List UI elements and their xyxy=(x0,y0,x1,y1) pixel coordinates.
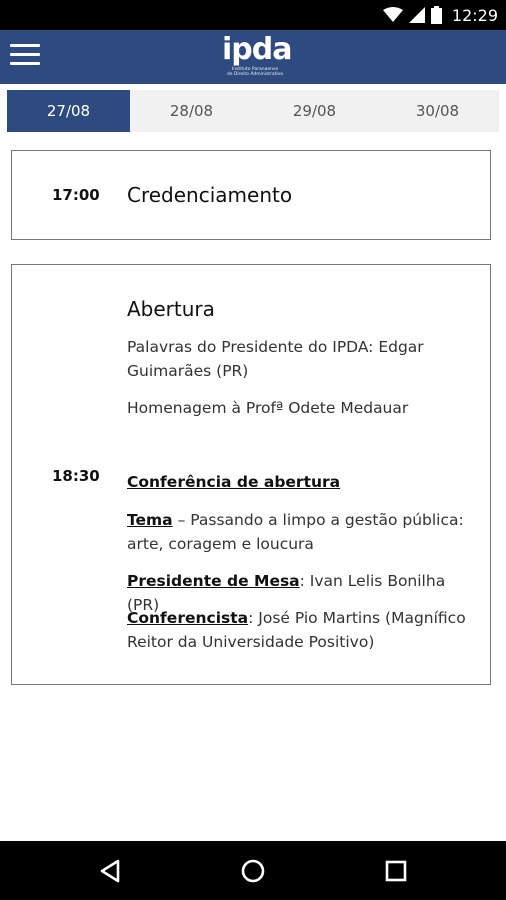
app-bar xyxy=(0,30,506,84)
tema-text: – Passando a limpo a gestão pública: xyxy=(172,511,464,529)
tema-line-continued: arte, coragem e loucura xyxy=(127,535,314,553)
tab-28-08[interactable]: 28/08 xyxy=(169,102,214,120)
tema-label: Tema xyxy=(127,511,173,529)
session-time: 17:00 xyxy=(52,186,100,204)
navigation-bar xyxy=(0,841,506,900)
recents-icon[interactable] xyxy=(382,857,410,885)
tab-29-08[interactable]: 29/08 xyxy=(292,102,337,120)
conferencista-line xyxy=(127,606,472,630)
conferencista-label: Conferencista xyxy=(127,609,249,627)
conferencista-text: : José Pio Martins (Magnífico xyxy=(248,609,466,627)
session-title: Credenciamento xyxy=(127,183,293,207)
status-icons xyxy=(383,5,498,25)
ipda-logo xyxy=(222,32,292,81)
conference-heading xyxy=(127,470,472,494)
battery-icon xyxy=(431,6,442,24)
back-icon[interactable] xyxy=(97,857,125,885)
date-tabs xyxy=(7,90,499,132)
session-title: Abertura xyxy=(127,297,215,321)
home-icon[interactable] xyxy=(239,857,267,885)
wifi-icon xyxy=(383,7,403,23)
tema-line xyxy=(127,508,472,532)
signal-icon xyxy=(409,7,425,23)
status-bar xyxy=(0,0,506,30)
schedule-card-abertura xyxy=(11,264,491,685)
session-detail-line: Homenagem à Profª Odete Medauar xyxy=(127,399,409,417)
logo-subtext-2: de Direito Administrativo xyxy=(226,72,284,77)
logo-text: ipda xyxy=(222,32,292,67)
conferencista-line-continued: Reitor da Universidade Positivo) xyxy=(127,633,375,651)
status-time: 12:29 xyxy=(451,5,498,25)
presidente-label: Presidente de Mesa xyxy=(127,572,300,590)
session-time: 18:30 xyxy=(52,467,100,485)
conference-heading-text: Conferência de abertura xyxy=(127,473,341,491)
logo-subtext-1: Instituto Paranaense xyxy=(231,67,279,72)
session-detail-line: Guimarães (PR) xyxy=(127,362,249,380)
session-detail-line: Palavras do Presidente do IPDA: Edgar xyxy=(127,338,424,356)
tab-30-08[interactable]: 30/08 xyxy=(415,102,460,120)
presidente-text: : Ivan Lelis Bonilha (PR) xyxy=(127,572,446,614)
schedule-card-credenciamento xyxy=(11,150,491,240)
tab-27-08[interactable]: 27/08 xyxy=(7,90,130,132)
hamburger-menu-icon[interactable] xyxy=(10,44,40,70)
